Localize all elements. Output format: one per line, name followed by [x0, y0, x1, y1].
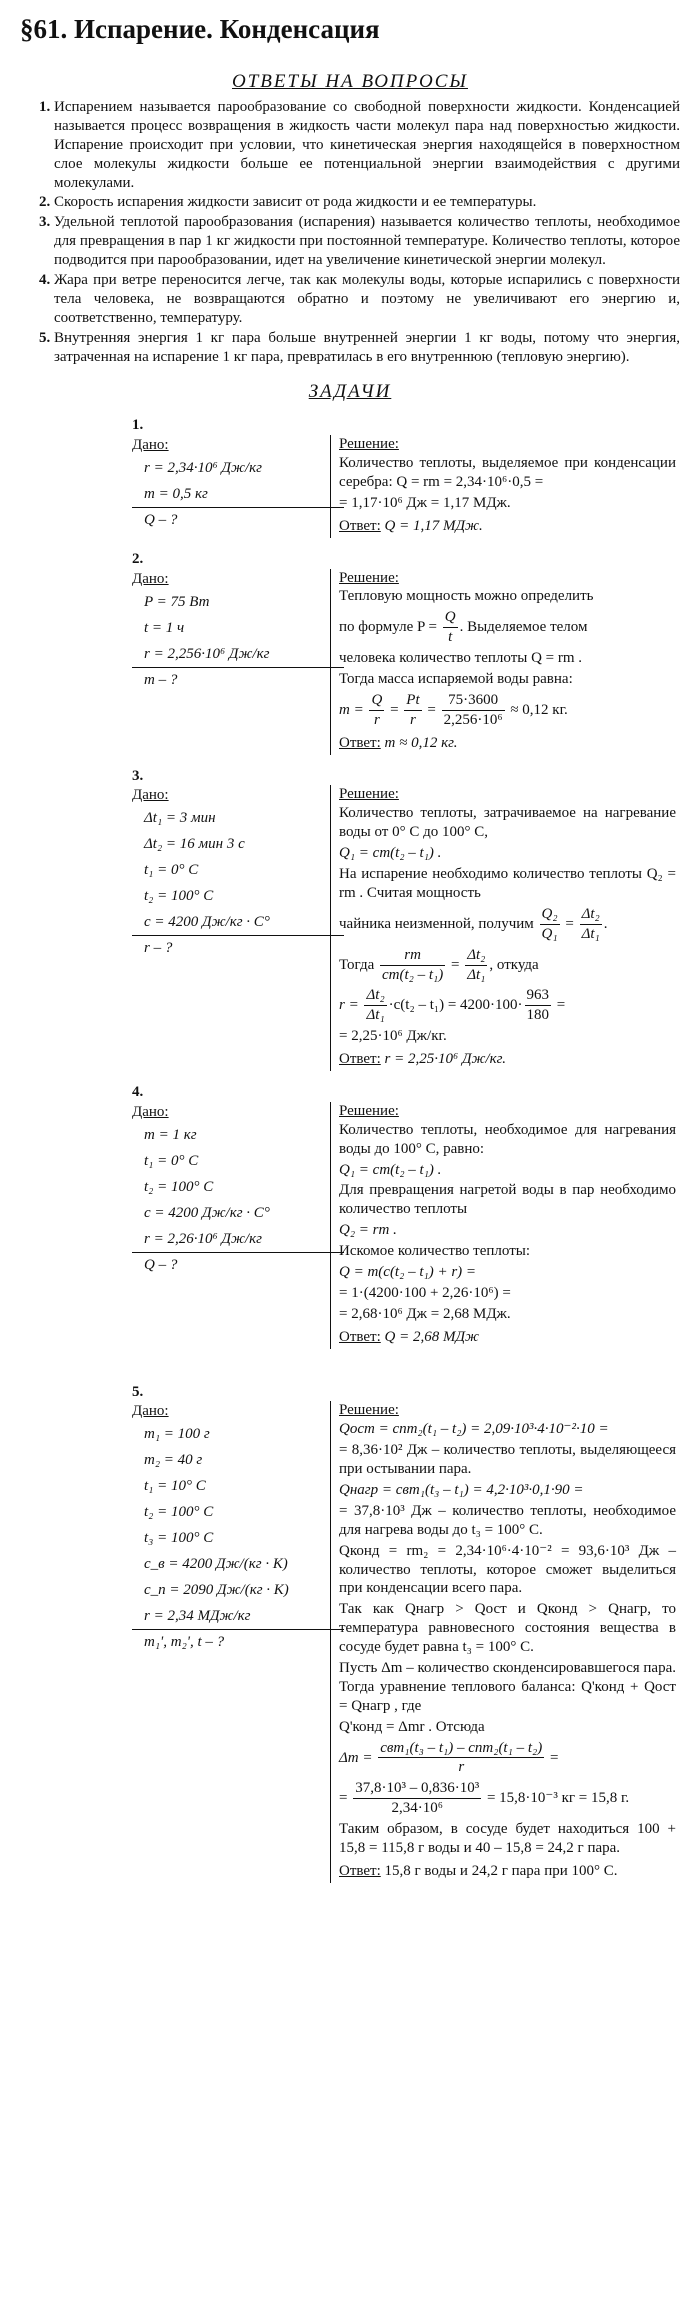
answer-line	[339, 517, 676, 536]
given-value: t₃ = 100° C	[144, 1530, 214, 1547]
solution-label: Решение:	[339, 786, 399, 803]
solution-line: Q₁ = cm(t₂ – t₁) .	[339, 845, 442, 862]
fraction: $\frac{Q}{r}$	[371, 691, 383, 728]
formula-line: = $\frac{\text{37,8·10³ – 0,836·10³}}{\text{2,34·10⁶}}$ = 15,8·10⁻³ кг = 15,8 г.	[339, 1780, 630, 1817]
given-value: t = 1 ч	[144, 619, 185, 636]
task-number: 5.	[132, 1383, 144, 1400]
given-value: r = 2,256·10⁶ Дж/кг	[144, 645, 270, 662]
task-5	[20, 1383, 680, 1883]
task-2	[20, 550, 680, 755]
solution-line: Искомое количество теплоты:	[339, 1243, 531, 1260]
task-number: 4.	[132, 1083, 144, 1100]
fraction: $\frac{\text{Δt₂}}{\text{Δt₁}}$	[467, 946, 486, 983]
fraction: $\frac{963}{180}$	[526, 987, 550, 1024]
solution-line: Так как Qнагр > Qост и Qконд > Qнагр, то температура равновесного состояния вещества в сосуде будет равна t₃ = 100° С.	[339, 1601, 676, 1656]
given-value: r = 2,26·10⁶ Дж/кг	[144, 1230, 262, 1247]
solution-line: Для превращения нагретой воды в пар необходимо количество теплоты	[339, 1182, 676, 1218]
answer-line	[339, 1050, 676, 1069]
solution-line: Таким образом, в сосуде будет находиться 100 + 15,8 = 115,8 г воды и 40 – 15,8 = 24,2 г пара.	[339, 1821, 676, 1857]
solution-line: = 37,8·10³ Дж – количество теплоты, необходимое для нагрева воды до t₃ = 100° С.	[339, 1502, 676, 1538]
given-value: m = 1 кг	[144, 1126, 197, 1143]
given-label: Дано:	[132, 1103, 169, 1120]
answer-value: r = 2,25·10⁶ Дж/кг.	[384, 1051, 507, 1068]
solution-line: Qост = cпm₂(t₁ – t₂) = 2,09·10³·4·10⁻²·10 =	[339, 1421, 609, 1438]
answers-heading: ОТВЕТЫ НА ВОПРОСЫ	[232, 71, 468, 92]
solution-line: = 1,17·10⁶ Дж = 1,17 МДж.	[339, 494, 511, 511]
given-value: c = 4200 Дж/кг · С°	[144, 1204, 270, 1221]
solution-line: = 1·(4200·100 + 2,26·10⁶) =	[339, 1284, 511, 1301]
solution-line: Qнагр = cвm₁(t₃ – t₁) = 4,2·10³·0,1·90 =	[339, 1481, 584, 1498]
fraction: $\frac{Pt}{r}$	[406, 691, 420, 728]
solution-line: = 8,36·10² Дж – количество теплоты, выделяющееся при остывании пара.	[339, 1442, 676, 1478]
solution-line: Q₂ = rm .	[339, 1222, 397, 1239]
solution-block	[330, 785, 680, 1070]
given-value: c_в = 4200 Дж/(кг · К)	[144, 1556, 288, 1573]
unknown-value: Q – ?	[132, 1252, 344, 1277]
solution-block	[330, 435, 680, 537]
unknown-value: r – ?	[132, 935, 344, 960]
given-label: Дано:	[132, 437, 169, 454]
solution-line: Q'конд = Δmr . Отсюда	[339, 1718, 485, 1735]
tasks-heading: ЗАДАЧИ	[308, 381, 392, 403]
given-value: Δt₂ = 16 мин 3 с	[144, 836, 245, 853]
given-block	[20, 1102, 330, 1349]
formula-line: Тогда $\frac{rm}{\text{cm(t₂ – t₁)}}$ = $\frac{\text{Δt₂}}{\text{Δt₁}}$ , откуда	[339, 946, 539, 983]
solution-label: Решение:	[339, 436, 399, 453]
answer-item: 3. Удельной теплотой парообразования (испарения) называется количество теплоты, необходимое для превращения в пар 1 кг жидкости при постоянной температуре. Количество теплоты, которое подводится при парообразовании, идет на увеличение кинетической энергии молекул.	[54, 213, 680, 270]
given-value: c = 4200 Дж/кг · С°	[144, 914, 270, 931]
solution-line: Пусть Δm – количество сконденсировавшегося пара. Тогда уравнение теплового баланса: Q'конд + Qост = Qнагр , где	[339, 1660, 676, 1714]
solution-label: Решение:	[339, 569, 399, 586]
answer-item: 2. Скорость испарения жидкости зависит от рода жидкости и ее температуры.	[54, 193, 680, 212]
solution-line: по формуле P = $\frac{Q}{t}$ . Выделяемое телом	[339, 609, 588, 646]
task-number: 1.	[132, 417, 144, 434]
given-value: t₁ = 0° C	[144, 1152, 199, 1169]
unknown-value: m₁', m₂', t – ?	[132, 1629, 344, 1654]
answer-label: Ответ:	[339, 1051, 381, 1068]
solution-line: = 2,25·10⁶ Дж/кг.	[339, 1028, 447, 1045]
formula-line: r = $\frac{\text{Δt₂}}{\text{Δt₁}}$ ·c(t₂ – t₁) = 4200·100· $\frac{963}{180}$ =	[339, 987, 566, 1024]
unknown-value: m – ?	[132, 667, 344, 692]
task-4	[20, 1083, 680, 1349]
solution-line: Qконд = rm₂ = 2,34·10⁶·4·10⁻² = 93,6·10³ Дж – количество теплоты, которое сможет выделиться при конденсации всего пара.	[339, 1542, 676, 1597]
formula-line: Δm = $\frac{\text{cвm₁(t₃ – t₁) – cпm₂(t₁ – t₂)}}{r}$ =	[339, 1739, 559, 1776]
fraction: $\frac{\text{Δt₂}}{\text{Δt₁}}$	[366, 987, 385, 1024]
solution-block	[330, 1401, 680, 1882]
given-value: t₂ = 100° C	[144, 1178, 214, 1195]
task-3	[20, 767, 680, 1071]
given-value: t₁ = 0° C	[144, 862, 199, 879]
fraction: $\frac{\text{Δt₂}}{\text{Δt₁}}$	[581, 905, 600, 942]
task-number: 2.	[132, 550, 144, 567]
given-value: t₁ = 10° C	[144, 1478, 206, 1495]
solution-label: Решение:	[339, 1402, 399, 1419]
solution-line: Тогда масса испаряемой воды равна:	[339, 671, 573, 688]
solution-line: На испарение необходимо количество теплоты Q₂ = rm . Считая мощность	[339, 866, 676, 901]
given-value: m = 0,5 кг	[144, 486, 208, 503]
solution-line: человека количество теплоты Q = rm .	[339, 650, 583, 667]
solution-line: Количество теплоты, затрачиваемое на нагревание воды от 0° С до 100° С,	[339, 805, 676, 841]
answers-list	[20, 98, 680, 366]
given-value: r = 2,34 МДж/кг	[144, 1608, 251, 1625]
given-value: t₂ = 100° C	[144, 1504, 214, 1521]
solution-line: Q = m(c(t₂ – t₁) + r) =	[339, 1263, 477, 1280]
fraction: $\frac{75\cdot 3600}{\text{2,256·10⁶}}$	[443, 691, 503, 728]
fraction: $\frac{\text{cвm₁(t₃ – t₁) – cпm₂(t₁ – t₂)}}{r}$	[380, 1739, 543, 1776]
page	[20, 0, 680, 1883]
solution-line: = 2,68·10⁶ Дж = 2,68 МДж.	[339, 1305, 511, 1322]
task-1	[20, 416, 680, 537]
answer-line	[339, 1862, 676, 1881]
solution-label: Решение:	[339, 1102, 399, 1119]
answer-label: Ответ:	[339, 517, 381, 534]
given-label: Дано:	[132, 570, 169, 587]
given-block	[20, 435, 330, 537]
fraction: $\frac{rm}{\text{cm(t₂ – t₁)}}$	[381, 946, 444, 983]
given-value: m₂ = 40 г	[144, 1452, 203, 1469]
formula-line: чайника неизменной, получим $\frac{\text{Q₂}}{\text{Q₁}}$ = $\frac{\text{Δt₂}}{\text{Δt₁}}$ .	[339, 905, 608, 942]
formula-line: m = $\frac{Q}{r}$ = $\frac{Pt}{r}$ = $\frac{75\cdot 3600}{\text{2,256·10⁶}}$ ≈ 0,12 кг.	[339, 691, 568, 728]
solution-line: Количество теплоты, необходимое для нагревания воды до 100° С, равно:	[339, 1121, 676, 1157]
solution-block	[330, 1102, 680, 1349]
given-block	[20, 1401, 330, 1882]
answer-item: 4. Жара при ветре переносится легче, так как молекулы воды, которые испарились с поверхности тела человека, не возвращаются обратно и поэтому не увеличивают его энергию и, соответственно, температуру.	[54, 271, 680, 328]
fraction: $\frac{\text{Q₂}}{\text{Q₁}}$	[541, 905, 558, 942]
solution-block	[330, 569, 680, 755]
solution-line: Тепловую мощность можно определить	[339, 588, 594, 605]
answer-label: Ответ:	[339, 1328, 381, 1345]
given-block	[20, 785, 330, 1070]
given-value: Δt₁ = 3 мин	[144, 810, 216, 827]
answer-value: m ≈ 0,12 кг.	[384, 734, 458, 751]
answer-label: Ответ:	[339, 734, 381, 751]
answer-value: 15,8 г воды и 24,2 г пара при 100° С.	[384, 1862, 618, 1879]
fraction: $\frac{\text{37,8·10³ – 0,836·10³}}{\text{2,34·10⁶}}$	[355, 1780, 480, 1817]
answer-value: Q = 1,17 МДж.	[384, 517, 483, 534]
given-value: P = 75 Вт	[144, 593, 210, 610]
given-block	[20, 569, 330, 755]
task-number: 3.	[132, 767, 144, 784]
given-value: m₁ = 100 г	[144, 1426, 210, 1443]
given-value: r = 2,34·10⁶ Дж/кг	[144, 460, 262, 477]
page-title: §61. Испарение. Конденсация	[20, 14, 380, 44]
solution-line: Q₁ = cm(t₂ – t₁) .	[339, 1161, 442, 1178]
given-label: Дано:	[132, 1403, 169, 1420]
answer-item: 1. Испарением называется парообразование со свободной поверхности жидкости. Конденсацией называется процесс возвращения в жидкость части молекул пара над поверхностью жидкости. Испарение происходит при условии, что кинетическая энергия находящейся в поверхностном слое молекулы жидкости больше ее потенциальной энергии взаимодействия с другими молекулами.	[54, 98, 680, 192]
given-label: Дано:	[132, 787, 169, 804]
solution-line: Количество теплоты, выделяемое при конденсации серебра: Q = rm = 2,34·10⁶·0,5 =	[339, 455, 676, 491]
unknown-value: Q – ?	[132, 507, 344, 532]
answer-line	[339, 734, 676, 753]
answer-value: Q = 2,68 МДж	[384, 1328, 479, 1345]
fraction: $\frac{Q}{t}$	[444, 609, 456, 646]
given-value: c_п = 2090 Дж/(кг · К)	[144, 1582, 289, 1599]
answer-item: 5. Внутренняя энергия 1 кг пара больше внутренней энергии 1 кг воды, потому что энергия, затраченная на испарение 1 кг пара, превратилась в его внутреннюю (тепловую энергию).	[54, 329, 680, 367]
answer-label: Ответ:	[339, 1862, 381, 1879]
given-value: t₂ = 100° C	[144, 888, 214, 905]
answer-line	[339, 1328, 676, 1347]
